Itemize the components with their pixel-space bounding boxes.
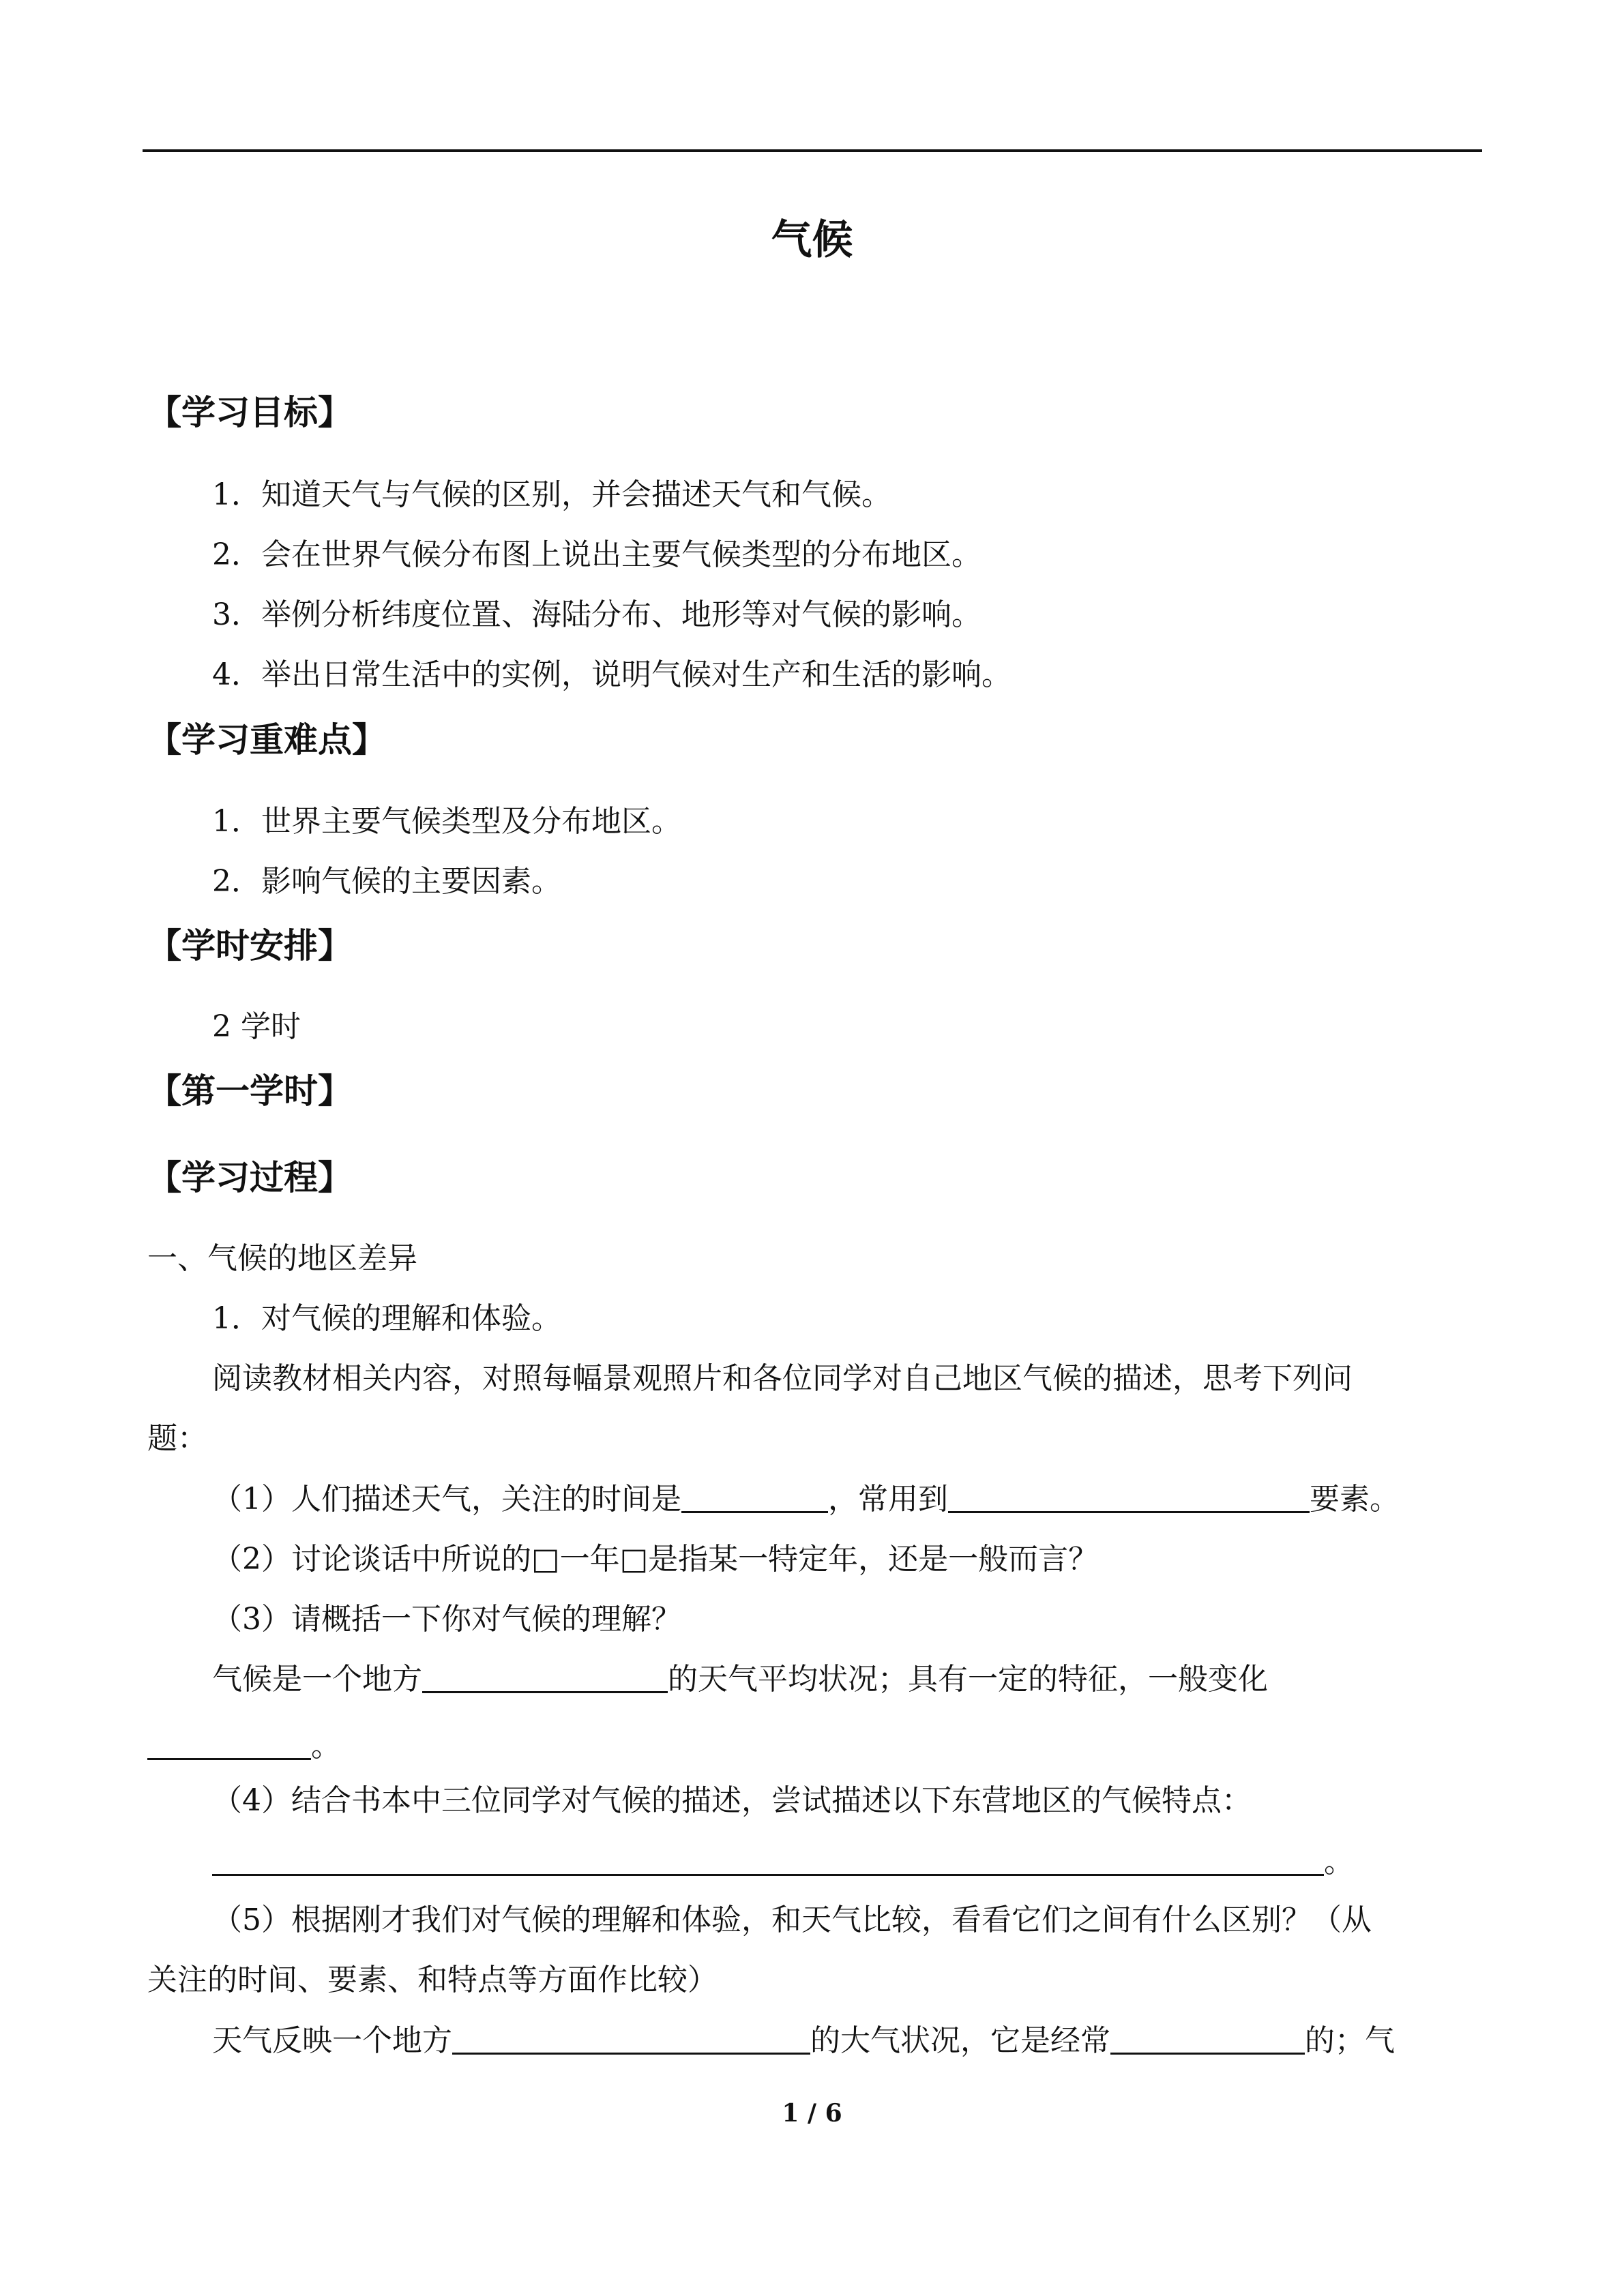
question-5-line-2: 关注的时间、要素、和特点等方面作比较） [147,1963,718,1997]
key-points-heading: 【学习重难点】 [147,720,386,760]
weather-definition-text: 天气反映一个地方 [212,2023,452,2058]
climate-definition-end [147,1725,341,1768]
schedule-text: 2 学时 [212,1009,301,1044]
weather-definition [212,2020,1395,2062]
header-rule [143,149,1482,152]
page-number: 1 / 6 [782,2099,842,2128]
process-heading: 【学习过程】 [147,1158,352,1197]
question-5-line-1: （5）根据刚才我们对气候的理解和体验，和天气比较，看看它们之间有什么区别？（从 [212,1903,1372,1937]
climate-definition-text: 的天气平均状况；具有一定的特征，一般变化 [668,1662,1268,1697]
lesson1-heading: 【第一学时】 [147,1071,352,1111]
answer-blank[interactable] [452,2020,810,2055]
weather-definition-text: 的大气状况，它是经常 [810,2023,1110,2058]
answer-blank[interactable] [422,1658,668,1693]
question-2: （2）讨论谈话中所说的□一年□是指某一特定年，还是一般而言？ [212,1542,1099,1577]
intro-line-2: 题： [147,1421,207,1456]
goal-item: 2．会在世界气候分布图上说出主要气候类型的分布地区。 [212,537,981,572]
answer-blank[interactable] [1110,2020,1305,2055]
goals-heading: 【学习目标】 [147,393,352,432]
answer-blank[interactable] [948,1478,1310,1513]
climate-definition [212,1658,1268,1701]
question-3: （3）请概括一下你对气候的理解？ [212,1602,681,1637]
question-4: （4）结合书本中三位同学对气候的描述，尝试描述以下东营地区的气候特点： [212,1783,1252,1818]
key-point-item: 2．影响气候的主要因素。 [212,864,561,899]
part1-title: 一、气候的地区差异 [147,1241,417,1276]
climate-definition-text: 气候是一个地方 [212,1662,422,1697]
question-1 [212,1478,1400,1521]
question-1-text: ，常用到 [828,1482,948,1517]
punctuation: 。 [311,1729,341,1763]
intro-line-1: 阅读教材相关内容，对照每幅景观照片和各位同学对自己地区气候的描述，思考下列问 [212,1361,1353,1396]
goal-item: 4．举出日常生活中的实例，说明气候对生产和生活的影响。 [212,657,1012,692]
item1: 1．对气候的理解和体验。 [212,1301,561,1336]
question-1-text: 要素。 [1310,1482,1400,1517]
question-1-text: （1）人们描述天气，关注的时间是 [212,1482,681,1517]
schedule-heading: 【学时安排】 [147,926,352,966]
answer-blank[interactable] [212,1841,1324,1876]
goal-item: 1．知道天气与气候的区别，并会描述天气和气候。 [212,477,891,512]
answer-blank[interactable] [681,1478,828,1513]
goal-item: 3．举例分析纬度位置、海陆分布、地形等对气候的影响。 [212,597,981,632]
punctuation: 。 [1324,1845,1354,1879]
question-4-answer [212,1841,1354,1883]
page-title: 气候 [771,216,853,264]
weather-definition-text: 的；气 [1305,2023,1395,2058]
answer-blank[interactable] [147,1725,311,1760]
key-point-item: 1．世界主要气候类型及分布地区。 [212,804,681,839]
